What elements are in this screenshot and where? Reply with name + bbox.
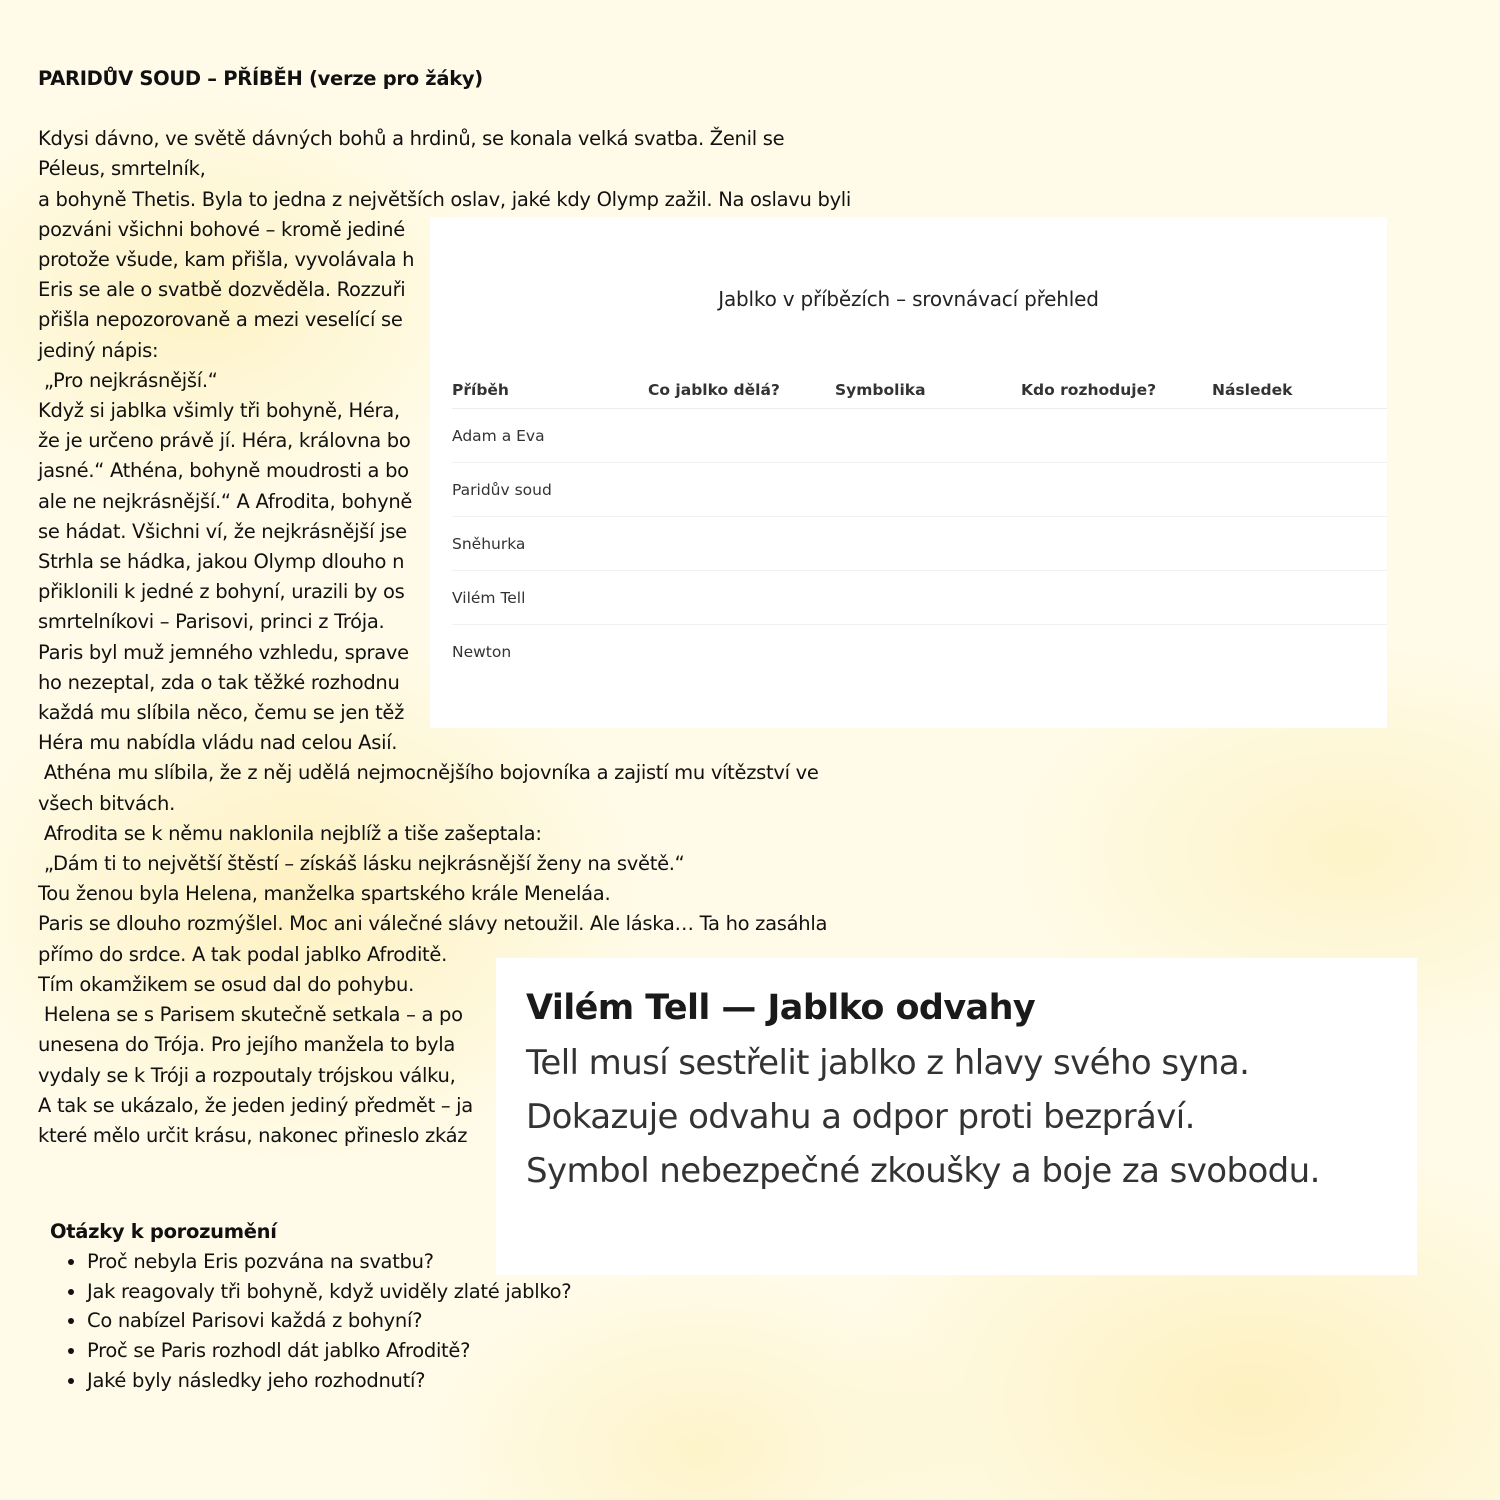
empty-cell[interactable] xyxy=(1021,625,1212,679)
story-line: pozváni všichni bohové – kromě jediné xyxy=(38,217,405,241)
column-header: Symbolika xyxy=(835,372,1021,409)
question-item: • Proč se Paris rozhodl dát jablko Afroditě? xyxy=(87,1336,571,1366)
story-line: a bohyně Thetis. Byla to jedna z největších oslav, jaké kdy Olymp zažil. Na oslavu byli xyxy=(38,187,852,211)
story-line: ho nezeptal, zda o tak těžké rozhodnu xyxy=(38,670,400,694)
tell-line: Tell musí sestřelit jablko z hlavy svého syna. xyxy=(526,1043,1250,1083)
comparison-table xyxy=(452,372,1387,678)
empty-cell[interactable] xyxy=(1021,517,1212,571)
story-line: že je určeno právě jí. Héra, královna bo xyxy=(38,429,411,453)
story-line: každá mu slíbila něco, čemu se jen těž xyxy=(38,701,405,725)
questions-list xyxy=(50,1247,571,1396)
table-row xyxy=(452,625,1387,679)
story-line: Péleus, smrtelník, xyxy=(38,157,206,181)
column-header: Příběh xyxy=(452,372,648,409)
questions-title: Otázky k porozumění xyxy=(50,1220,277,1243)
empty-cell[interactable] xyxy=(1021,463,1212,517)
table-row xyxy=(452,517,1387,571)
empty-cell[interactable] xyxy=(648,571,835,625)
question-item: • Co nabízel Parisovi každá z bohyní? xyxy=(87,1306,571,1336)
story-line: unesena do Trója. Pro jejího manžela to byla xyxy=(38,1033,456,1057)
question-item: • Proč nebyla Eris pozvána na svatbu? xyxy=(87,1247,571,1277)
empty-cell[interactable] xyxy=(1212,571,1387,625)
table-header-row xyxy=(452,372,1387,409)
story-line: Strhla se hádka, jakou Olymp dlouho n xyxy=(38,550,405,574)
column-header: Následek xyxy=(1212,372,1387,409)
empty-cell[interactable] xyxy=(835,517,1021,571)
story-line: Tou ženou byla Helena, manželka spartského krále Meneláa. xyxy=(38,882,611,906)
tell-line: Symbol nebezpečné zkoušky a boje za svobodu. xyxy=(526,1151,1320,1191)
story-name-cell: Newton xyxy=(452,642,512,661)
empty-cell[interactable] xyxy=(648,463,835,517)
empty-cell[interactable] xyxy=(835,409,1021,463)
story-line: Héra mu nabídla vládu nad celou Asií. xyxy=(38,731,398,755)
story-line: Paris byl muž jemného vzhledu, sprave xyxy=(38,640,409,664)
story-line: „Pro nejkrásnější.“ xyxy=(38,368,218,392)
empty-cell[interactable] xyxy=(1212,463,1387,517)
story-title: PARIDŮV SOUD – PŘÍBĚH (verze pro žáky) xyxy=(38,67,483,90)
story-line: protože všude, kam přišla, vyvolávala h xyxy=(38,248,415,272)
story-line: „Dám ti to největší štěstí – získáš lásku nejkrásnější ženy na světě.“ xyxy=(38,852,685,876)
comparison-table-card xyxy=(430,217,1387,728)
story-line: jediný nápis: xyxy=(38,338,159,362)
story-name-cell: Paridův soud xyxy=(452,463,648,517)
story-line: Afrodita se k němu naklonila nejblíž a tiše zašeptala: xyxy=(38,821,542,845)
tell-heading: Vilém Tell — Jablko odvahy xyxy=(526,988,1036,1028)
story-name-cell: Adam a Eva xyxy=(452,409,648,463)
empty-cell[interactable] xyxy=(835,463,1021,517)
story-line: Kdysi dávno, ve světě dávných bohů a hrdinů, se konala velká svatba. Ženil se xyxy=(38,127,785,151)
question-item: • Jak reagovaly tři bohyně, když uviděly zlaté jablko? xyxy=(87,1277,571,1307)
empty-cell[interactable] xyxy=(648,625,835,679)
empty-cell[interactable] xyxy=(835,625,1021,679)
column-header: Kdo rozhoduje? xyxy=(1021,372,1212,409)
story-line: Athéna mu slíbila, že z něj udělá nejmocnějšího bojovníka a zajistí mu vítězství ve xyxy=(38,761,819,785)
table-row xyxy=(452,571,1387,625)
story-line: Helena se s Parisem skutečně setkala – a po xyxy=(38,1003,463,1027)
story-line: Paris se dlouho rozmýšlel. Moc ani válečné slávy netoužil. Ale láska… Ta ho zasáhla xyxy=(38,912,828,936)
tell-line: Dokazuje odvahu a odpor proti bezpráví. xyxy=(526,1097,1195,1137)
table-row xyxy=(452,409,1387,463)
empty-cell[interactable] xyxy=(1212,625,1387,679)
story-line: Eris se ale o svatbě dozvěděla. Rozzuři xyxy=(38,278,406,302)
story-line: A tak se ukázalo, že jeden jediný předmět – ja xyxy=(38,1093,473,1117)
story-name-cell: Sněhurka xyxy=(452,517,648,571)
table-row xyxy=(452,463,1387,517)
story-line: přiklonili k jedné z bohyní, urazili by os xyxy=(38,580,405,604)
story-line: vydaly se k Tróji a rozpoutaly trójskou válku, xyxy=(38,1063,456,1087)
story-line: jasné.“ Athéna, bohyně moudrosti a bo xyxy=(38,459,409,483)
empty-cell[interactable] xyxy=(1212,409,1387,463)
empty-cell[interactable] xyxy=(1212,517,1387,571)
empty-cell[interactable] xyxy=(1021,409,1212,463)
story-line: přímo do srdce. A tak podal jablko Afroditě. xyxy=(38,942,448,966)
empty-cell[interactable] xyxy=(648,409,835,463)
story-line: Tím okamžikem se osud dal do pohybu. xyxy=(38,972,414,996)
column-header: Co jablko dělá? xyxy=(648,372,835,409)
story-name-cell: Vilém Tell xyxy=(452,571,648,625)
question-item: • Jaké byly následky jeho rozhodnutí? xyxy=(87,1366,571,1396)
story-line: smrtelníkovi – Parisovi, princi z Trója. xyxy=(38,610,385,634)
story-line: které mělo určit krásu, nakonec přineslo zkáz xyxy=(38,1123,468,1147)
story-line: ale ne nejkrásnější.“ A Afrodita, bohyně xyxy=(38,489,413,513)
story-line: přišla nepozorovaně a mezi veselící se xyxy=(38,308,403,332)
empty-cell[interactable] xyxy=(835,571,1021,625)
story-line: se hádat. Všichni ví, že nejkrásnější jse xyxy=(38,519,407,543)
empty-cell[interactable] xyxy=(648,517,835,571)
comparison-title: Jablko v příbězích – srovnávací přehled xyxy=(718,287,1099,311)
story-line: všech bitvách. xyxy=(38,791,175,815)
questions-section xyxy=(50,1217,571,1396)
story-line: Když si jablka všimly tři bohyně, Héra, xyxy=(38,399,406,423)
tell-card xyxy=(496,958,1417,1275)
empty-cell[interactable] xyxy=(1021,571,1212,625)
